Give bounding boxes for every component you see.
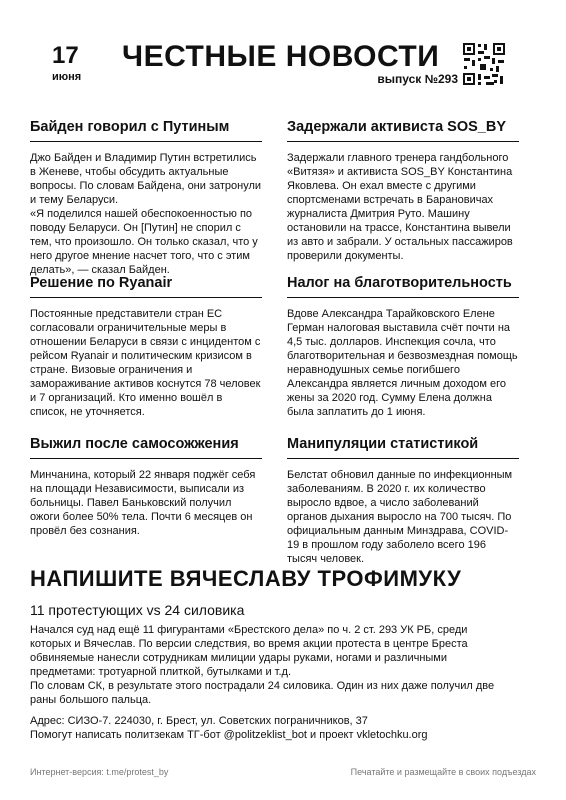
feature-title: НАПИШИТЕ ВЯЧЕСЛАВУ ТРОФИМУКУ — [30, 566, 462, 591]
article-divider — [287, 297, 519, 298]
article-body: Минчанина, который 22 января поджёг себя на площади Независимости, выписали из больницы. Павел Баньковский получил ожоги более 50% тела. Почти 6 месяцев он провёл без сознания. — [30, 469, 256, 537]
article-charity-tax — [287, 274, 519, 419]
prison-address-block — [30, 714, 530, 742]
article-title: Байден говорил с Путиным — [30, 119, 230, 135]
article-body: Вдове Александра Тарайковского Елене Герман налоговая выставила счёт почти на 4,5 тыс. долларов. Инспекция сочла, что благотворительная и безвозмездная помощь неравнодушных семье погибшего Александра является личным доходом его жены за 2020 год. Сумму Елена должна была заплатить до 1 июня. — [287, 308, 518, 418]
article-title: Налог на благотворительность — [287, 275, 512, 291]
online-version-link[interactable]: Интернет-версия: t.me/protest_by — [30, 767, 169, 777]
feature-subtitle: 11 протестующих vs 24 силовика — [30, 602, 245, 618]
article-ryanair — [30, 274, 262, 419]
issue-day: 17 — [52, 42, 79, 69]
article-title: Решение по Ryanair — [30, 275, 173, 291]
writing-help: Помогут написать политзекам ТГ-бот @politzeklist_bot и проект vkletochku.org — [30, 729, 428, 741]
article-divider — [30, 297, 262, 298]
article-title: Выжил после самосожжения — [30, 436, 239, 452]
article-activist-detained — [287, 118, 519, 263]
article-biden-putin — [30, 118, 262, 277]
qr-code-icon[interactable] — [462, 42, 506, 86]
article-self-immolation — [30, 435, 262, 538]
article-divider — [30, 458, 262, 459]
article-body: Постоянные представители стран ЕС согласовали ограничительные меры в отношении Беларуси в связи с инцидентом с рейсом Ryanair и политическим кризисом в стране. Визовые ограничения и замораживание активов коснутся 78 человек и 7 организаций. Кто именно вошёл в список, не уточняется. — [30, 308, 261, 418]
issue-number: выпуск №293 — [377, 72, 458, 86]
article-statistics — [287, 435, 519, 566]
article-body: Белстат обновил данные по инфекционным заболеваниям. В 2020 г. их количество выросло вдвое, а число заболеваний органов дыхания выросло на 700 тысяч. По официальным данным Минздрава, COVID-19 в прошлом году заболело всего 196 тысяч человек. — [287, 469, 513, 565]
article-title: Манипуляции статистикой — [287, 436, 479, 452]
article-divider — [287, 141, 519, 142]
article-title: Задержали активиста SOS_BY — [287, 119, 507, 135]
newspaper-title: ЧЕСТНЫЕ НОВОСТИ — [122, 40, 440, 73]
article-divider — [30, 141, 262, 142]
article-divider — [287, 458, 519, 459]
article-body: Задержали главного тренера гандбольного «Витязя» и активиста SOS_BY Константина Яковлева. Он ехал вместе с другими спортсменами встречать в Барановичах журналиста Дмитрия Руто. Машину остановили на трассе, Константина вывели из авто и забрали. У остальных пассажиров проверили документы. — [287, 152, 513, 262]
article-body: Джо Байден и Владимир Путин встретились в Женеве, чтобы обсудить актуальные вопросы. По словам Байдена, они затронули и тему Беларуси. «Я поделился нашей обеспокоенностью по поводу Беларуси. Он [Путин] не спорил с тем, что произошло. Он только сказал, что у него другое мнение насчет того, что с этим делать», — сказал Байден. — [30, 152, 262, 276]
print-note: Печатайте и размещайте в своих подъездах — [350, 767, 536, 777]
feature-body: Начался суд над ещё 11 фигурантами «Брестского дела» по ч. 2 ст. 293 УК РБ, среди которых и Вячеслав. По версии следствия, во время акции протеста в центре Бреста обвиняемые нанесли сотрудникам милиции удары руками, ногами и различными предметами: тротуарной плиткой, бутылками и т.д. По словам СК, в результате этого пострадали 24 силовика. Один из них даже получил две раны большого пальца. — [30, 624, 495, 706]
issue-month: июня — [52, 71, 82, 83]
prison-address: Адрес: СИЗО-7. 224030, г. Брест, ул. Советских пограничников, 37 — [30, 715, 368, 727]
masthead — [30, 40, 536, 90]
